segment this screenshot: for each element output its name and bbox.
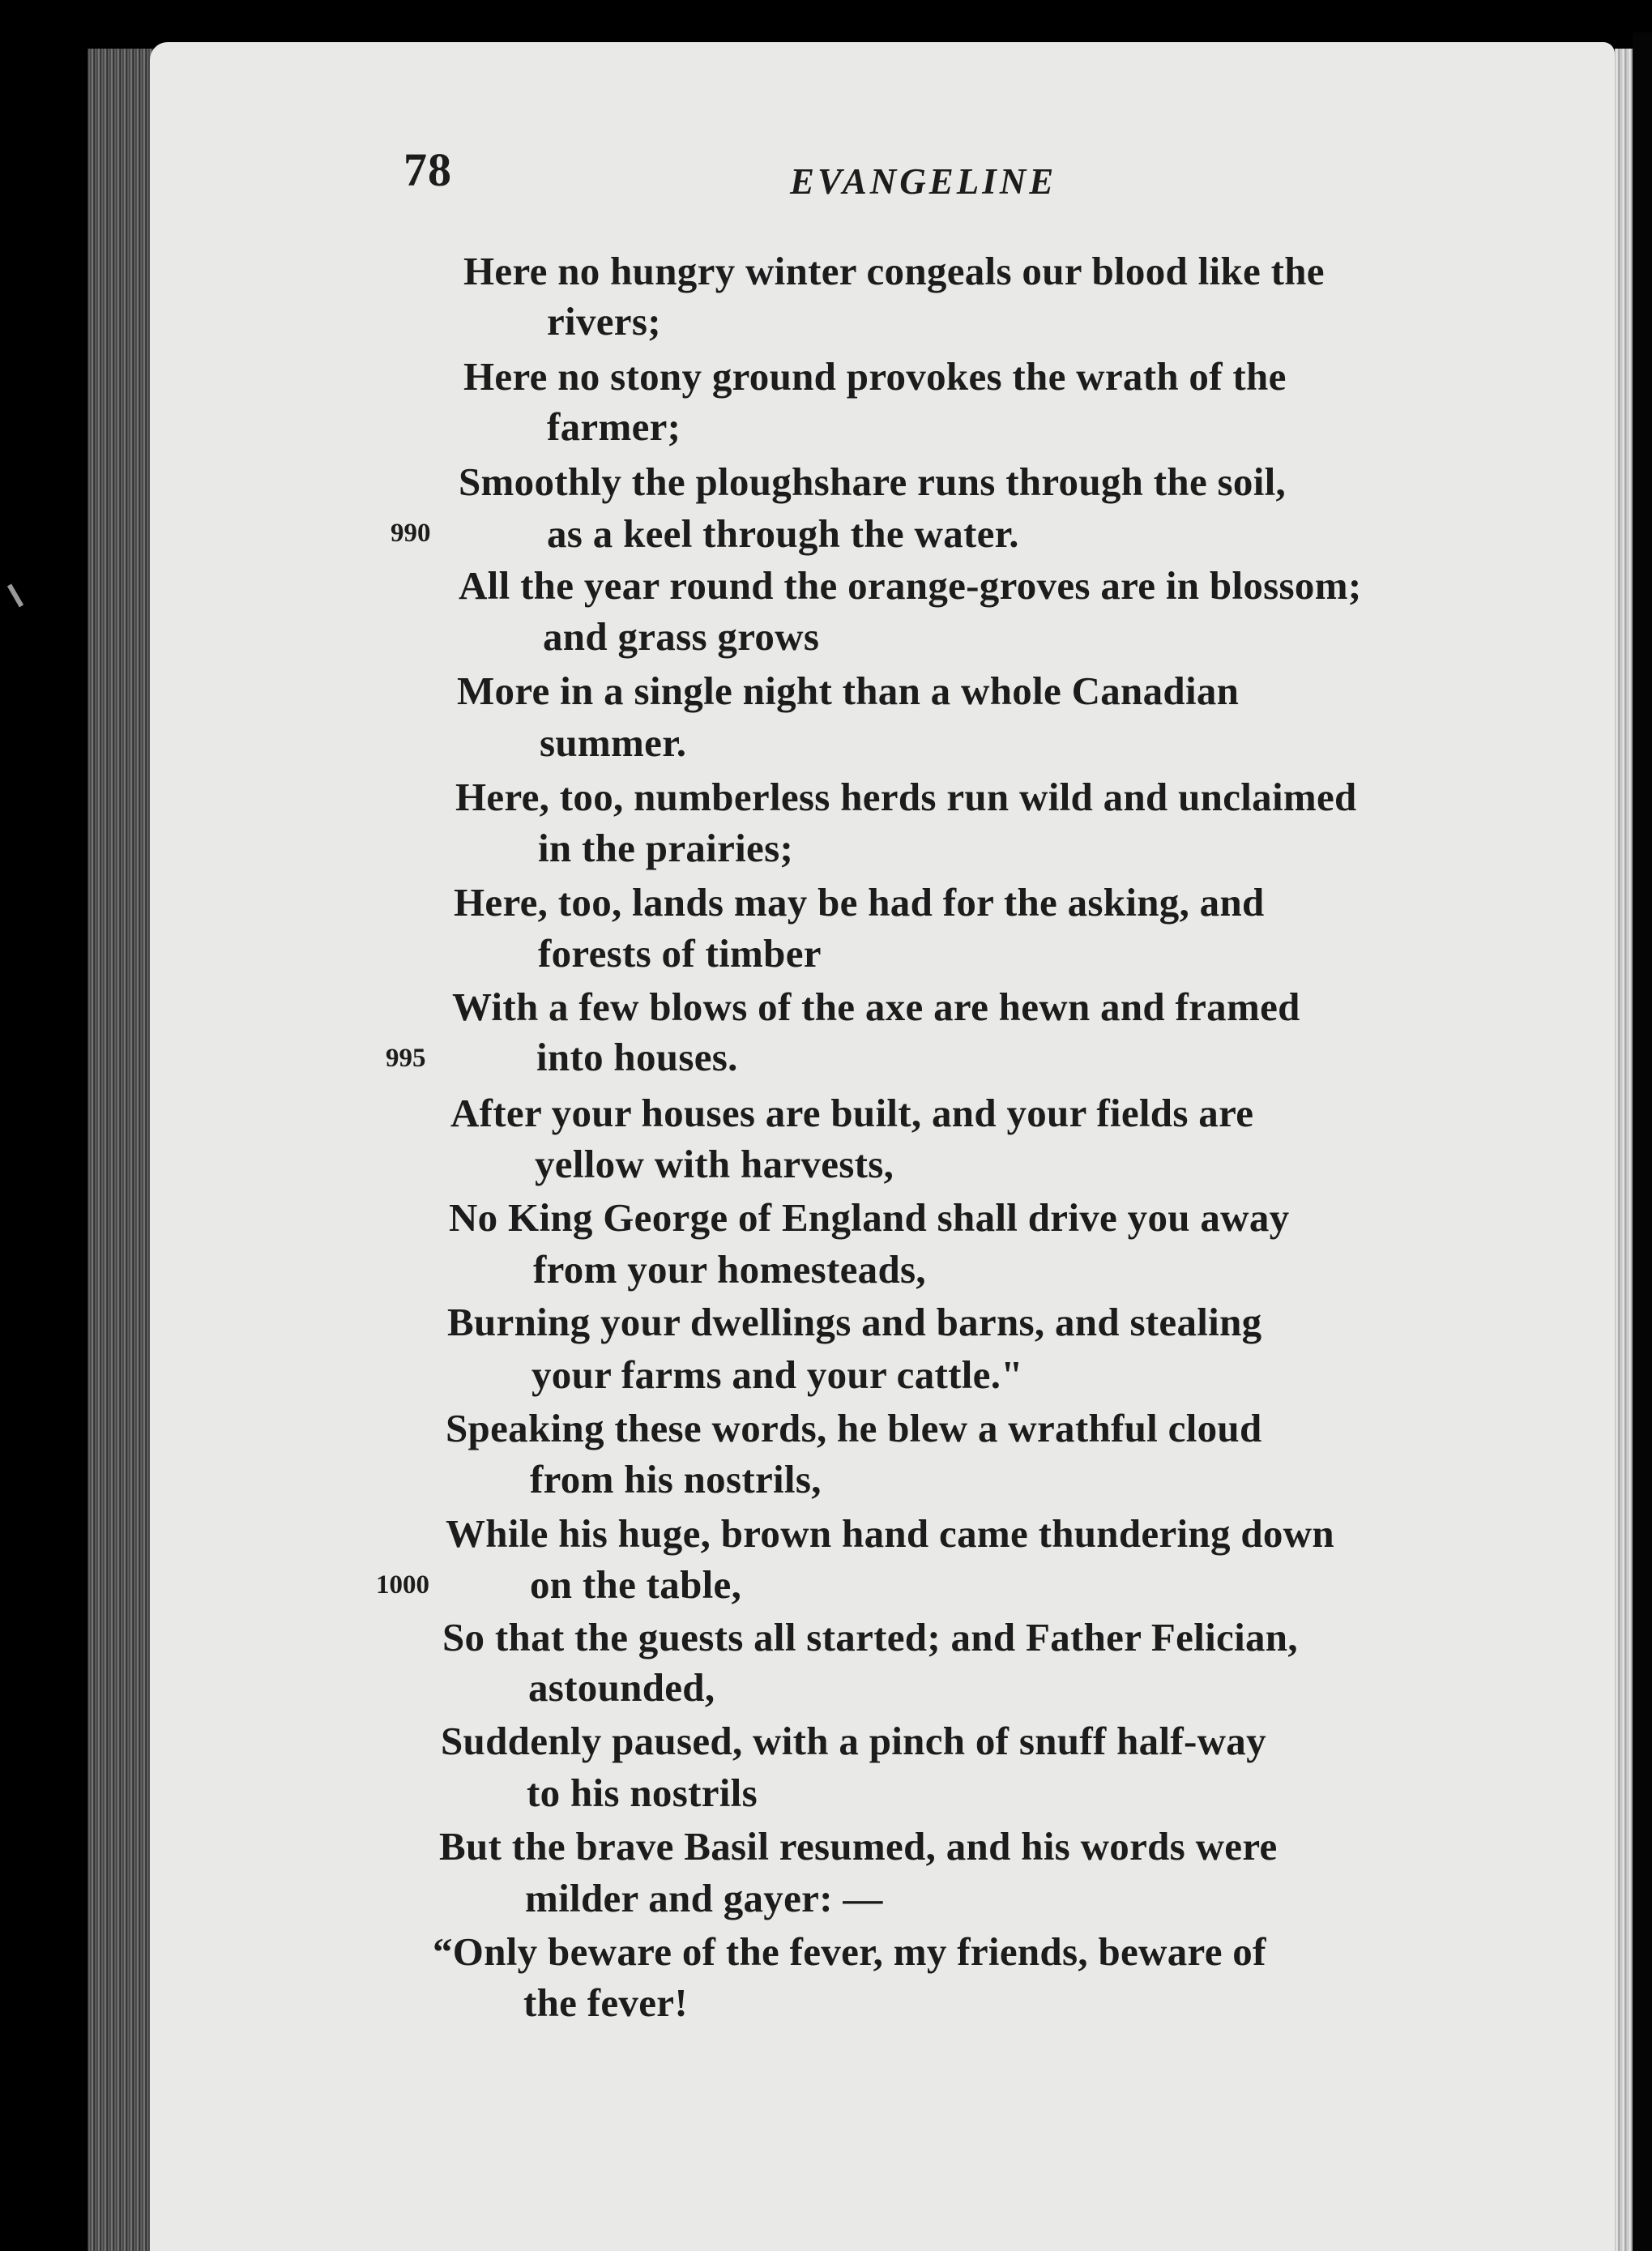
verse-line: in the prairies;	[538, 826, 794, 870]
line-number: 995	[386, 1044, 426, 1073]
verse-line: More in a single night than a whole Canadian	[457, 668, 1240, 713]
verse-line: your farms and your cattle."	[531, 1352, 1023, 1397]
verse-line: Smoothly the ploughshare runs through the soil,	[459, 459, 1287, 504]
verse-line: Burning your dwellings and barns, and stealing	[447, 1300, 1262, 1344]
verse-line: into houses.	[536, 1035, 738, 1079]
verse-line: Here, too, numberless herds run wild and unclaimed	[455, 775, 1357, 819]
verse-line: the fever!	[523, 1980, 688, 2025]
verse-line: milder and gayer: —	[525, 1876, 883, 1920]
verse-line: With a few blows of the axe are hewn and framed	[452, 985, 1300, 1029]
verse-line: farmer;	[547, 404, 681, 449]
scan-border	[1633, 32, 1652, 2251]
verse-line: and grass grows	[543, 614, 820, 659]
verse-line: astounded,	[528, 1665, 715, 1710]
verse-line: yellow with harvests,	[535, 1142, 894, 1186]
verse-line: rivers;	[547, 299, 661, 344]
verse-line: on the table,	[530, 1562, 742, 1607]
line-number: 1000	[376, 1570, 429, 1600]
verse-line: forests of timber	[538, 931, 822, 976]
line-number: 990	[391, 519, 431, 548]
verse-line: Here no hungry winter congeals our blood like the	[463, 249, 1325, 293]
verse-line: So that the guests all started; and Father Felician,	[442, 1615, 1298, 1659]
verse-line: “Only beware of the fever, my friends, beware of	[433, 1929, 1266, 1974]
scan-artifact-mark	[7, 584, 23, 608]
page-right-edge	[1615, 49, 1633, 2251]
verse-line: from his nostrils,	[530, 1457, 822, 1501]
verse-line: Here no stony ground provokes the wrath of the	[463, 354, 1287, 399]
verse-line: All the year round the orange-groves are in blossom;	[459, 563, 1362, 608]
verse-line: No King George of England shall drive you away	[449, 1195, 1290, 1240]
verse-line: But the brave Basil resumed, and his words were	[439, 1824, 1278, 1869]
verse-line: summer.	[540, 720, 687, 765]
verse-line: While his huge, brown hand came thundering down	[446, 1511, 1334, 1556]
verse-line: to his nostrils	[527, 1770, 758, 1815]
verse-line: Suddenly paused, with a pinch of snuff half-way	[441, 1719, 1266, 1763]
verse-line: from your homesteads,	[533, 1247, 926, 1292]
verse-line: Speaking these words, he blew a wrathful cloud	[446, 1406, 1262, 1450]
running-head: EVANGELINE	[790, 161, 1057, 202]
verse-line: After your houses are built, and your fields are	[450, 1091, 1254, 1135]
verse-line: Here, too, lands may be had for the asking, and	[454, 880, 1265, 925]
page-number: 78	[403, 143, 452, 196]
verse-line: as a keel through the water.	[547, 511, 1019, 556]
